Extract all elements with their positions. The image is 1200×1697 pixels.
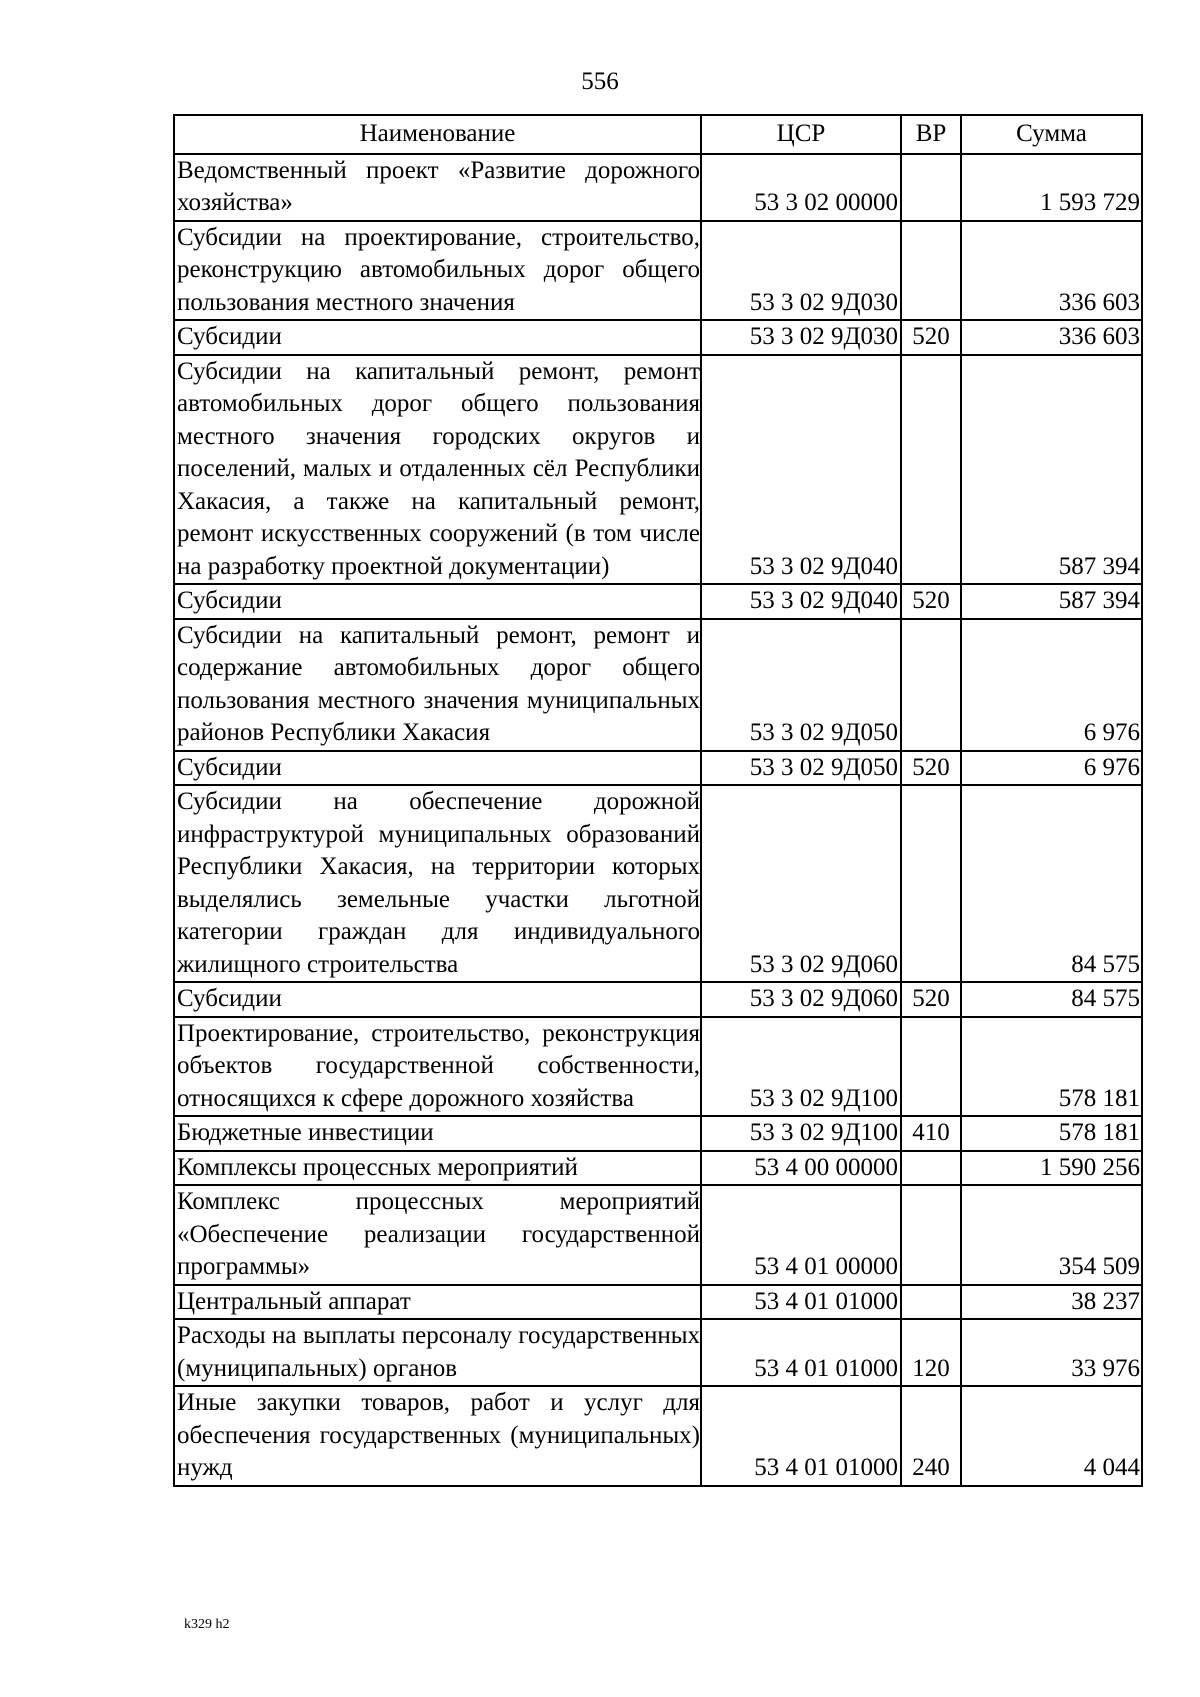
row-csr: 53 4 00 00000 xyxy=(701,1151,901,1186)
row-csr: 53 3 02 9Д030 xyxy=(701,320,901,355)
table-row xyxy=(174,982,1142,1017)
row-csr: 53 3 02 9Д100 xyxy=(701,1017,901,1117)
row-name: Субсидии на капитальный ремонт, ремонт и содержание автомобильных дорог общего пользования местного значения муниципальных районов Республики Хакасия xyxy=(174,619,701,751)
table-row xyxy=(174,1319,1142,1386)
table-row xyxy=(174,1185,1142,1285)
row-vr xyxy=(901,785,961,982)
row-name: Центральный аппарат xyxy=(174,1285,701,1320)
table-row xyxy=(174,1151,1142,1186)
row-vr: 410 xyxy=(901,1116,961,1151)
row-sum: 1 590 256 xyxy=(961,1151,1142,1186)
table-row xyxy=(174,320,1142,355)
row-name: Субсидии на капитальный ремонт, ремонт автомобильных дорог общего пользования местного значения городских округов и поселений, малых и отдаленных сёл Республики Хакасия, а также на капитальный ремонт, ремонт искусственных сооружений (в том числе на разработку проектной документации) xyxy=(174,355,701,585)
row-sum: 336 603 xyxy=(961,320,1142,355)
row-sum: 354 509 xyxy=(961,1185,1142,1285)
table-row xyxy=(174,584,1142,619)
row-name: Субсидии на обеспечение дорожной инфраструктурой муниципальных образований Республики Хакасия, на территории которых выделялись земельные участки льготной категории граждан для индивидуального жилищного строительства xyxy=(174,785,701,982)
row-name: Комплексы процессных мероприятий xyxy=(174,1151,701,1186)
row-sum: 84 575 xyxy=(961,982,1142,1017)
row-name: Ведомственный проект «Развитие дорожного хозяйства» xyxy=(174,154,701,221)
row-name: Субсидии xyxy=(174,320,701,355)
row-name: Субсидии на проектирование, строительство, реконструкцию автомобильных дорог общего пользования местного значения xyxy=(174,221,701,321)
header-csr: ЦСР xyxy=(701,115,901,154)
row-csr: 53 4 01 01000 xyxy=(701,1285,901,1320)
row-vr: 520 xyxy=(901,584,961,619)
row-csr: 53 4 01 01000 xyxy=(701,1319,901,1386)
row-sum: 84 575 xyxy=(961,785,1142,982)
row-name: Расходы на выплаты персоналу государственных (муниципальных) органов xyxy=(174,1319,701,1386)
row-vr xyxy=(901,619,961,751)
row-csr: 53 3 02 9Д040 xyxy=(701,584,901,619)
row-vr xyxy=(901,1017,961,1117)
table-row xyxy=(174,1017,1142,1117)
table-row xyxy=(174,619,1142,751)
page-number: 556 xyxy=(581,68,619,95)
row-name: Комплекс процессных мероприятий «Обеспечение реализации государственной программы» xyxy=(174,1185,701,1285)
row-vr: 240 xyxy=(901,1386,961,1486)
row-csr: 53 4 01 01000 xyxy=(701,1386,901,1486)
row-csr: 53 3 02 9Д100 xyxy=(701,1116,901,1151)
row-sum: 38 237 xyxy=(961,1285,1142,1320)
header-name: Наименование xyxy=(174,115,701,154)
table-row xyxy=(174,1386,1142,1486)
row-csr: 53 3 02 9Д040 xyxy=(701,355,901,585)
row-vr: 120 xyxy=(901,1319,961,1386)
header-sum: Сумма xyxy=(961,115,1142,154)
table-row xyxy=(174,785,1142,982)
row-sum: 587 394 xyxy=(961,584,1142,619)
row-csr: 53 3 02 9Д060 xyxy=(701,785,901,982)
row-sum: 6 976 xyxy=(961,619,1142,751)
row-csr: 53 3 02 9Д030 xyxy=(701,221,901,321)
row-vr xyxy=(901,1285,961,1320)
table-header-row xyxy=(174,115,1142,154)
row-sum: 578 181 xyxy=(961,1017,1142,1117)
row-name: Иные закупки товаров, работ и услуг для обеспечения государственных (муниципальных) нужд xyxy=(174,1386,701,1486)
row-vr: 520 xyxy=(901,751,961,786)
table-row xyxy=(174,154,1142,221)
row-csr: 53 3 02 9Д050 xyxy=(701,619,901,751)
table-row xyxy=(174,751,1142,786)
header-vr: ВР xyxy=(901,115,961,154)
table-row xyxy=(174,1285,1142,1320)
row-sum: 6 976 xyxy=(961,751,1142,786)
table-row xyxy=(174,355,1142,585)
row-csr: 53 3 02 9Д060 xyxy=(701,982,901,1017)
row-vr xyxy=(901,1185,961,1285)
row-sum: 587 394 xyxy=(961,355,1142,585)
row-sum: 336 603 xyxy=(961,221,1142,321)
row-vr xyxy=(901,221,961,321)
row-sum: 578 181 xyxy=(961,1116,1142,1151)
row-name: Проектирование, строительство, реконструкция объектов государственной собственности, относящихся к сфере дорожного хозяйства xyxy=(174,1017,701,1117)
row-csr: 53 3 02 00000 xyxy=(701,154,901,221)
row-name: Субсидии xyxy=(174,751,701,786)
row-csr: 53 3 02 9Д050 xyxy=(701,751,901,786)
table-row xyxy=(174,1116,1142,1151)
row-vr xyxy=(901,355,961,585)
row-name: Бюджетные инвестиции xyxy=(174,1116,701,1151)
budget-table xyxy=(173,114,1143,1487)
row-csr: 53 4 01 00000 xyxy=(701,1185,901,1285)
row-vr xyxy=(901,154,961,221)
row-sum: 1 593 729 xyxy=(961,154,1142,221)
footer-code: k329 h2 xyxy=(184,1617,230,1632)
row-sum: 4 044 xyxy=(961,1386,1142,1486)
row-vr xyxy=(901,1151,961,1186)
table-row xyxy=(174,221,1142,321)
row-name: Субсидии xyxy=(174,982,701,1017)
row-vr: 520 xyxy=(901,320,961,355)
row-sum: 33 976 xyxy=(961,1319,1142,1386)
row-vr: 520 xyxy=(901,982,961,1017)
row-name: Субсидии xyxy=(174,584,701,619)
